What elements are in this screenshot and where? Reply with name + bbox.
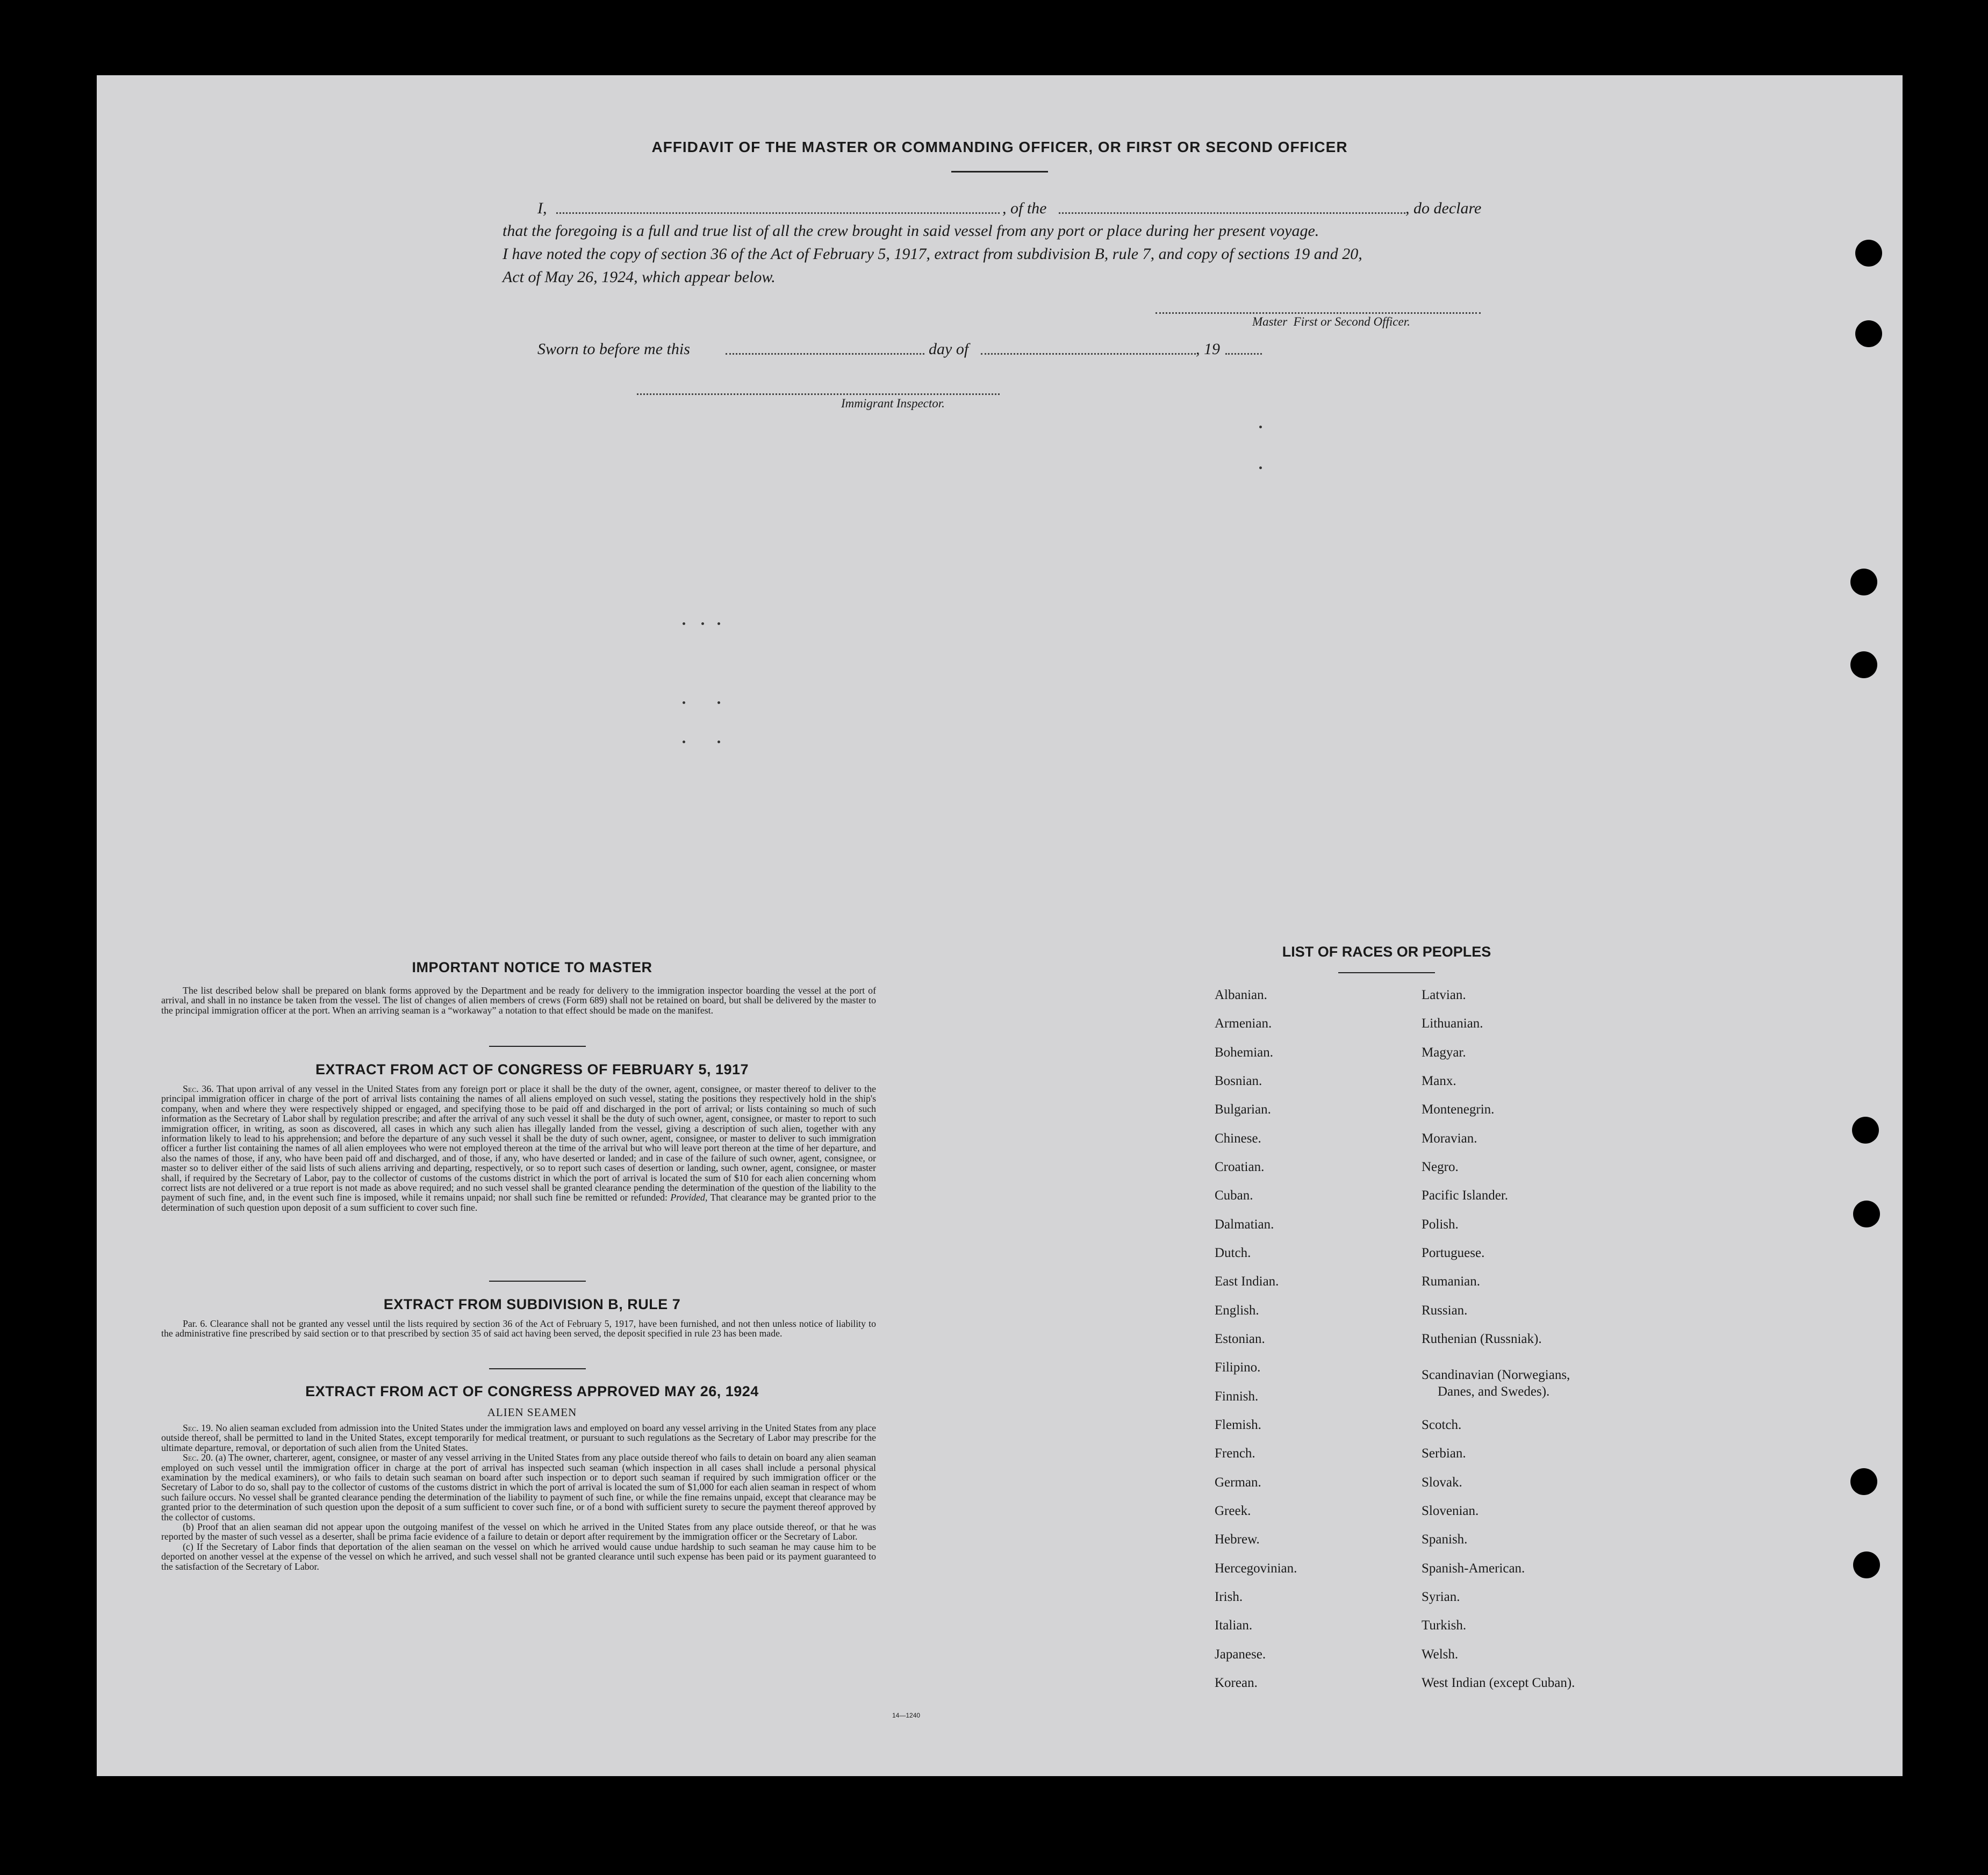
sworn-day-field-line[interactable] (726, 353, 924, 355)
race-col2-item: Pacific Islander. (1422, 1188, 1509, 1203)
inspector-signature-label: Immigrant Inspector. (841, 397, 945, 410)
declaration-line-2: that the foregoing is a full and true list of all the crew brought in said vessel from any port or place during her present voyage. (503, 222, 1319, 240)
name-field-line[interactable] (556, 212, 1000, 214)
punch-hole (1855, 320, 1882, 347)
speck (683, 622, 685, 625)
race-col2-item: West Indian (except Cuban). (1422, 1676, 1575, 1690)
race-col1-item: Estonian. (1215, 1332, 1265, 1346)
race-col1-item: Italian. (1215, 1618, 1253, 1633)
year-label: , 19 (1196, 340, 1220, 358)
race-col1-item: French. (1215, 1446, 1255, 1461)
sec-19-paragraph (161, 1423, 876, 1453)
alien-seamen-subtitle: ALIEN SEAMEN (487, 1406, 577, 1419)
speck (1259, 426, 1262, 428)
punch-hole (1850, 651, 1877, 678)
extract-1924-body (161, 1423, 876, 1571)
day-of-label: day of (929, 340, 969, 358)
race-col2-item: Slovak. (1422, 1475, 1462, 1490)
sec-20c-paragraph: (c) If the Secretary of Labor finds that deportation of the alien seaman on the vessel on which he arrived would cause undue hardship to such seaman he may cause him to be deported on another vessel at the expense of the vessel on which he arrived, and such vessel shall not be granted clearance until such expense has been paid or its payment guaranteed to the satisfaction of the Secretary of Labor. (161, 1541, 876, 1572)
race-col1-item: East Indian. (1215, 1274, 1279, 1289)
sec-20a-paragraph (161, 1453, 876, 1522)
punch-hole (1853, 1551, 1880, 1578)
punch-hole (1855, 240, 1882, 267)
race-col2-item: Lithuanian. (1422, 1016, 1483, 1031)
race-col2-item: Ruthenian (Russniak). (1422, 1332, 1542, 1346)
punch-hole (1853, 1201, 1880, 1227)
race-col2-item: Portuguese. (1422, 1246, 1485, 1260)
race-col1-item: Bohemian. (1215, 1045, 1274, 1060)
speck (683, 741, 685, 743)
master-signature-line[interactable] (1156, 312, 1481, 314)
race-col2-item: Welsh. (1422, 1647, 1459, 1662)
race-col2-item: Rumanian. (1422, 1274, 1481, 1289)
affidavit-title: AFFIDAVIT OF THE MASTER OR COMMANDING OFFICER, OR FIRST OR SECOND OFFICER (651, 139, 1348, 155)
race-col2-item: Scandinavian (Norwegians, (1422, 1368, 1570, 1382)
race-col1-item: Chinese. (1215, 1131, 1261, 1146)
race-col2-item: Danes, and Swedes). (1438, 1384, 1550, 1399)
notice-title: IMPORTANT NOTICE TO MASTER (412, 959, 652, 975)
of-the-label: , of the (1002, 199, 1047, 217)
section-rule (489, 1281, 586, 1282)
sworn-month-field-line[interactable] (981, 353, 1196, 355)
notice-body (161, 986, 876, 1015)
race-col2-item: Serbian. (1422, 1446, 1466, 1461)
race-col1-item: Cuban. (1215, 1188, 1253, 1203)
race-col1-item: Korean. (1215, 1676, 1258, 1690)
speck (717, 701, 720, 704)
vessel-field-line[interactable] (1059, 212, 1405, 214)
race-col1-item: Dutch. (1215, 1246, 1251, 1260)
race-col2-item: Moravian. (1422, 1131, 1477, 1146)
race-col1-item: English. (1215, 1303, 1259, 1318)
sec-20-label: Sec. 20. (183, 1452, 213, 1463)
race-col2-item: Polish. (1422, 1217, 1459, 1232)
punch-hole (1852, 1117, 1879, 1144)
race-col2-item: Turkish. (1422, 1618, 1467, 1633)
extract-1924-title: EXTRACT FROM ACT OF CONGRESS APPROVED MAY 26, 1924 (305, 1383, 759, 1399)
inspector-signature-line[interactable] (637, 393, 1000, 395)
race-col1-item: Irish. (1215, 1590, 1243, 1604)
race-col2-item: Manx. (1422, 1074, 1456, 1088)
sec-19-text: No alien seaman excluded from admission into the United States under the immigration laws and employed on board any vessel arriving in the United States from any place outside thereof, shall be permitted to land in the United States, except temporarily for medical treatment, or pursuant to such regulations as the Secretary of Labor may prescribe for the ultimate departure, removal, or deportation of such alien from the United States. (161, 1423, 877, 1453)
speck (701, 622, 704, 625)
race-col1-item: Bulgarian. (1215, 1102, 1271, 1117)
race-col2-item: Syrian. (1422, 1590, 1460, 1604)
speck (717, 741, 720, 743)
sec-36-label: Sec. 36. (183, 1083, 214, 1094)
sworn-year-field-line[interactable] (1225, 353, 1262, 355)
sec-36-text-end: That clearance may be granted prior to the determination of such question upon deposit of a sum sufficient to cover such fine. (161, 1192, 876, 1213)
declaration-line-3: I have noted the copy of section 36 of the Act of February 5, 1917, extract from subdivision B, rule 7, and copy of sections 19 and 20, (503, 245, 1362, 263)
race-col1-item: Croatian. (1215, 1160, 1265, 1174)
speck (683, 701, 685, 704)
do-declare-label: , do declare (1405, 199, 1482, 217)
race-col1-item: Hebrew. (1215, 1532, 1260, 1547)
race-col2-item: Montenegrin. (1422, 1102, 1495, 1117)
race-col1-item: Filipino. (1215, 1360, 1261, 1375)
declaration-line-4: Act of May 26, 1924, which appear below. (503, 268, 776, 286)
notice-paragraph: The list described below shall be prepared on blank forms approved by the Department and be ready for delivery to the immigration inspector boarding the vessel at the port of arrival, and shall in no instance be taken from the vessel. The list of changes of alien members of crews (Form 689) shall not be retained on board, but shall be delivered by the master to the principal immigration officer at the port. When an arriving seaman is a “workaway” a notation to that effect should be made on the manifest. (161, 985, 876, 1016)
race-col1-item: Albanian. (1215, 988, 1267, 1002)
race-col2-item: Negro. (1422, 1160, 1459, 1174)
i-label: I, (537, 199, 547, 217)
race-col2-item: Spanish-American. (1422, 1561, 1525, 1576)
master-signature-label: Master First or Second Officer. (1252, 315, 1410, 328)
sec-20a-text: (a) The owner, charterer, agent, consignee, or master of any vessel arriving in the United States from any place outside thereof who fails to detain on board any alien seaman employed on such vessel until the immigration officer in charge at the port of arrival has inspected such seaman (which inspection in all cases shall include a personal physical examination by the medical examiners), or who fails to detain such seaman on board after such inspection or to deport such seaman if required by such immigration officer or the Secretary of Labor to do so, shall pay to the collector of customs of the customs district in which the port of arrival is located the sum of $1,000 for each alien seaman in respect of whom such failure occurs. No vessel shall be granted clearance pending the determination of the liability to payment of such fine, or while the fine remains unpaid, except that clearance may be granted prior to the determination of such question upon the deposit of a sum sufficient to cover such fine, or of a bond with sufficient surety to secure the payment thereof approved by the collector of customs. (161, 1452, 876, 1522)
race-col1-item: Dalmatian. (1215, 1217, 1274, 1232)
provided-label: Provided, (670, 1192, 708, 1203)
sec-20b-paragraph: (b) Proof that an alien seaman did not appear upon the outgoing manifest of the vessel on which he arrived in the United States from any place outside thereof, or that he was reported by the master of such vessel as a deserter, shall be prima facie evidence of a failure to detain or deport after requirement by the immigration officer or the Secretary of Labor. (161, 1521, 876, 1542)
rule7-title: EXTRACT FROM SUBDIVISION B, RULE 7 (383, 1296, 681, 1312)
race-col2-item: Slovenian. (1422, 1504, 1479, 1518)
sec-36-paragraph (161, 1084, 876, 1212)
extract-1917-title: EXTRACT FROM ACT OF CONGRESS OF FEBRUARY 5, 1917 (315, 1061, 749, 1077)
section-rule (489, 1046, 586, 1047)
race-col1-item: Finnish. (1215, 1389, 1259, 1404)
race-col1-item: Japanese. (1215, 1647, 1266, 1662)
form-number: 14—1240 (892, 1712, 921, 1719)
rule7-body (161, 1319, 876, 1339)
rule7-paragraph: Par. 6. Clearance shall not be granted any vessel until the lists required by section 36 of the Act of February 5, 1917, have been furnished, and not then unless notice of liability to the administrative fine prescribed by said section or to that prescribed by section 35 of said act having been served, the deposit specified in rule 23 has been made. (161, 1318, 876, 1339)
sec-19-label: Sec. 19. (183, 1423, 213, 1433)
race-col2-item: Spanish. (1422, 1532, 1468, 1547)
race-col1-item: German. (1215, 1475, 1261, 1490)
section-rule (489, 1368, 586, 1369)
speck (717, 622, 720, 625)
race-col1-item: Hercegovinian. (1215, 1561, 1297, 1576)
race-col2-item: Russian. (1422, 1303, 1468, 1318)
races-title-rule (1338, 972, 1435, 973)
punch-hole (1850, 1468, 1877, 1495)
punch-hole (1850, 569, 1877, 595)
race-col2-item: Scotch. (1422, 1418, 1462, 1432)
title-rule (951, 171, 1048, 173)
sworn-label: Sworn to before me this (537, 340, 690, 358)
races-title: LIST OF RACES OR PEOPLES (1282, 944, 1491, 960)
race-col1-item: Armenian. (1215, 1016, 1272, 1031)
sec-36-text: That upon arrival of any vessel in the United States from any foreign port or place it shall be the duty of the owner, agent, consignee, or master thereof to deliver to the principal immigration officer in charge of the port of arrival lists containing the names of all aliens employed on such vessel, stating the positions they respectively hold in the ship's company, when and where they were respectively shipped or engaged, and specifying those to be paid off and discharged in the port of arrival; or lists containing so much of such information as the Secretary of Labor shall by regulation prescribe; and after the arrival of any such vessel it shall be the duty of such owner, agent, consignee, or master to report to such immigration officer, in writing, as soon as discovered, all cases in which any such alien has illegally landed from the vessel, giving a description of such alien, together with any information likely to lead to his apprehension; and before the departure of any such vessel it shall be the duty of such owner, agent, consignee, or master to deliver to such immigration officer a further list containing the names of all alien employees who were not employed thereon at the time of the arrival but who will leave port thereon at the time of her departure, and also the names of those, if any, who have been paid off and discharged, and of those, if any, who have deserted or landed; and in case of the failure of such owner, agent, consignee, or master so to deliver either of the said lists of such aliens arriving and departing, respectively, or so to report such cases of desertion or landing, such owner, agent, consignee, or master shall, if required by the Secretary of Labor, pay to the collector of customs of the customs district in which the port of arrival is located the sum of $10 for each alien concerning whom correct lists are not delivered or a true report is not made as above required; and no such vessel shall be granted clearance pending the determination of the question of the liability to the payment of such fine, and, in the event such fine is imposed, while it remains unpaid; nor shall such fine be remitted or refunded: (161, 1083, 877, 1203)
race-col1-item: Flemish. (1215, 1418, 1261, 1432)
speck (1259, 466, 1262, 469)
race-col2-item: Magyar. (1422, 1045, 1466, 1060)
race-col1-item: Greek. (1215, 1504, 1251, 1518)
race-col1-item: Bosnian. (1215, 1074, 1262, 1088)
extract-1917-body (161, 1084, 876, 1212)
race-col2-item: Latvian. (1422, 988, 1466, 1002)
form-sheet (97, 75, 1903, 1776)
